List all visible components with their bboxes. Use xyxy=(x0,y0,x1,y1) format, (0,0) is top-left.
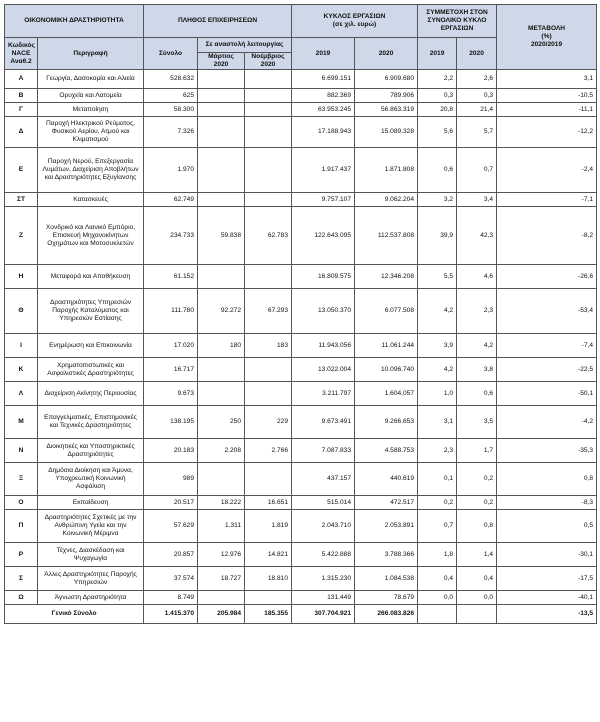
row-turnover-2019: 7.087.833 xyxy=(292,439,355,463)
row-suspended-march xyxy=(198,89,245,103)
row-total: 989 xyxy=(144,463,198,496)
row-turnover-2020: 9.062.204 xyxy=(355,193,418,207)
row-description: Δημόσια Διοίκηση και Άμυνα, Υποχρεωτική Κοινωνική Ασφάλιση xyxy=(38,463,144,496)
row-total: 9.673 xyxy=(144,382,198,406)
header-change xyxy=(497,5,597,70)
row-suspended-march: 180 xyxy=(198,334,245,358)
row-turnover-2020: 56.863.319 xyxy=(355,103,418,117)
row-share-2020: 2,6 xyxy=(457,70,497,89)
row-suspended-november: 18.810 xyxy=(245,567,292,591)
row-suspended-november xyxy=(245,265,292,289)
row-change: -40,1 xyxy=(497,591,597,605)
row-suspended-march xyxy=(198,358,245,382)
row-total: 20.857 xyxy=(144,543,198,567)
row-share-2019: 5,6 xyxy=(418,117,457,148)
row-suspended-march xyxy=(198,463,245,496)
row-suspended-november xyxy=(245,591,292,605)
row-turnover-2020: 2.053.891 xyxy=(355,510,418,543)
row-share-2019: 1,8 xyxy=(418,543,457,567)
row-total: 57.629 xyxy=(144,510,198,543)
row-suspended-march: 250 xyxy=(198,406,245,439)
row-share-2019: 2,3 xyxy=(418,439,457,463)
row-suspended-november xyxy=(245,148,292,193)
row-change: -11,1 xyxy=(497,103,597,117)
row-share-2019: 0,3 xyxy=(418,89,457,103)
row-change: 3,1 xyxy=(497,70,597,89)
row-turnover-2019: 16.809.575 xyxy=(292,265,355,289)
table-row xyxy=(5,439,597,463)
header-turnover xyxy=(292,5,418,38)
row-turnover-2020: 112.537.808 xyxy=(355,207,418,265)
row-change: 0,5 xyxy=(497,510,597,543)
row-change: -50,1 xyxy=(497,382,597,406)
grand-total-label: Γενικό Σύνολο xyxy=(5,605,144,624)
row-total: 7.326 xyxy=(144,117,198,148)
row-turnover-2019: 13.022.004 xyxy=(292,358,355,382)
row-code: Ν xyxy=(5,439,38,463)
row-share-2019: 1,0 xyxy=(418,382,457,406)
row-share-2019: 39,9 xyxy=(418,207,457,265)
grand-total-march: 205.984 xyxy=(198,605,245,624)
row-turnover-2020: 10.096.740 xyxy=(355,358,418,382)
row-code: Ι xyxy=(5,334,38,358)
row-share-2020: 0,0 xyxy=(457,591,497,605)
row-share-2020: 0,7 xyxy=(457,148,497,193)
row-share-2019: 0,7 xyxy=(418,510,457,543)
header-turnover-unit: (σε χιλ. ευρώ) xyxy=(332,21,377,28)
table-row xyxy=(5,591,597,605)
header-total: Σύνολο xyxy=(144,38,198,70)
table-row xyxy=(5,382,597,406)
row-code: Δ xyxy=(5,117,38,148)
table-row xyxy=(5,463,597,496)
row-turnover-2019: 2.043.710 xyxy=(292,510,355,543)
row-turnover-2020: 6.909.680 xyxy=(355,70,418,89)
row-turnover-2020: 15.089.328 xyxy=(355,117,418,148)
row-suspended-march xyxy=(198,193,245,207)
table-header xyxy=(5,5,597,70)
row-description: Χρηματοπιστωτικές και Ασφαλιστικές Δραστηριότητες xyxy=(38,358,144,382)
grand-total-turnover-2020: 266.083.826 xyxy=(355,605,418,624)
row-description: Άλλες Δραστηριότητες Παροχής Υπηρεσιών xyxy=(38,567,144,591)
row-suspended-march: 2.208 xyxy=(198,439,245,463)
row-share-2019: 0,4 xyxy=(418,567,457,591)
row-share-2019: 2,2 xyxy=(418,70,457,89)
row-code: Λ xyxy=(5,382,38,406)
row-description: Μεταποίηση xyxy=(38,103,144,117)
row-turnover-2020: 12.346.208 xyxy=(355,265,418,289)
table-row xyxy=(5,207,597,265)
header-change-label: ΜΕΤΑΒΟΛΗ xyxy=(528,25,566,32)
row-suspended-march xyxy=(198,148,245,193)
row-turnover-2020: 440.619 xyxy=(355,463,418,496)
row-change: -35,3 xyxy=(497,439,597,463)
row-turnover-2019: 5.422.888 xyxy=(292,543,355,567)
row-turnover-2020: 1.084.538 xyxy=(355,567,418,591)
row-share-2019: 3,2 xyxy=(418,193,457,207)
row-change: -7,1 xyxy=(497,193,597,207)
row-code: Ζ xyxy=(5,207,38,265)
row-share-2019: 0,2 xyxy=(418,496,457,510)
row-code: Ξ xyxy=(5,463,38,496)
row-turnover-2020: 11.061.244 xyxy=(355,334,418,358)
row-code: Κ xyxy=(5,358,38,382)
row-suspended-march: 1.311 xyxy=(198,510,245,543)
table-row xyxy=(5,406,597,439)
row-share-2020: 4,6 xyxy=(457,265,497,289)
row-share-2019: 3,1 xyxy=(418,406,457,439)
row-description: Επαγγελματικές, Επιστημονικές και Τεχνικές Δραστηριότητες xyxy=(38,406,144,439)
row-total: 58.300 xyxy=(144,103,198,117)
table-row xyxy=(5,193,597,207)
row-suspended-march xyxy=(198,265,245,289)
header-march: Μάρτιος 2020 xyxy=(198,53,245,70)
row-suspended-march xyxy=(198,70,245,89)
header-activity: ΟΙΚΟΝΟΜΙΚΗ ΔΡΑΣΤΗΡΙΟΤΗΤΑ xyxy=(5,5,144,38)
table-row xyxy=(5,265,597,289)
row-total: 625 xyxy=(144,89,198,103)
header-share-2019: 2019 xyxy=(418,38,457,70)
row-turnover-2019: 1.917.437 xyxy=(292,148,355,193)
table-row xyxy=(5,103,597,117)
row-share-2020: 0,4 xyxy=(457,567,497,591)
row-turnover-2020: 1.604.057 xyxy=(355,382,418,406)
row-share-2020: 1,7 xyxy=(457,439,497,463)
row-suspended-november xyxy=(245,103,292,117)
row-share-2020: 5,7 xyxy=(457,117,497,148)
row-change: -26,6 xyxy=(497,265,597,289)
row-total: 138.195 xyxy=(144,406,198,439)
header-code: Κωδικός NACE Αναθ.2 xyxy=(5,38,38,70)
grand-total-november: 185.355 xyxy=(245,605,292,624)
table-row xyxy=(5,289,597,334)
row-total: 1.970 xyxy=(144,148,198,193)
row-share-2020: 0,6 xyxy=(457,382,497,406)
table-row xyxy=(5,567,597,591)
header-change-unit: (%) xyxy=(541,33,552,40)
row-turnover-2019: 131.449 xyxy=(292,591,355,605)
row-change: -17,5 xyxy=(497,567,597,591)
row-code: Ο xyxy=(5,496,38,510)
row-code: Ρ xyxy=(5,543,38,567)
row-share-2020: 0,8 xyxy=(457,510,497,543)
grand-total-share-2020 xyxy=(457,605,497,624)
table-row xyxy=(5,334,597,358)
row-total: 16.717 xyxy=(144,358,198,382)
row-change: -53,4 xyxy=(497,289,597,334)
row-suspended-november: 62.783 xyxy=(245,207,292,265)
row-share-2020: 0,2 xyxy=(457,463,497,496)
row-suspended-march: 59.838 xyxy=(198,207,245,265)
grand-total-turnover-2019: 307.704.921 xyxy=(292,605,355,624)
table-row xyxy=(5,496,597,510)
row-code: Ε xyxy=(5,148,38,193)
row-total: 17.020 xyxy=(144,334,198,358)
grand-total-change: -13,5 xyxy=(497,605,597,624)
row-turnover-2019: 17.188.943 xyxy=(292,117,355,148)
row-description: Χονδρικό και Λιανικό Εμπόριο, Επισκευή Μηχανοκίνητων Οχημάτων και Μοτοσυκλετών xyxy=(38,207,144,265)
row-description: Δραστηριότητες Υπηρεσιών Παροχής Καταλύματος και Υπηρεσιών Εστίασης xyxy=(38,289,144,334)
row-suspended-november: 2.766 xyxy=(245,439,292,463)
row-turnover-2019: 515.014 xyxy=(292,496,355,510)
row-change: 0,8 xyxy=(497,463,597,496)
row-change: -8,2 xyxy=(497,207,597,265)
row-description: Εκπαίδευση xyxy=(38,496,144,510)
row-code: Β xyxy=(5,89,38,103)
row-turnover-2019: 3.211.797 xyxy=(292,382,355,406)
row-share-2020: 3,8 xyxy=(457,358,497,382)
row-turnover-2020: 9.266.653 xyxy=(355,406,418,439)
row-turnover-2019: 11.943.056 xyxy=(292,334,355,358)
row-change: -8,3 xyxy=(497,496,597,510)
row-suspended-november xyxy=(245,463,292,496)
row-share-2019: 4,2 xyxy=(418,358,457,382)
table-row xyxy=(5,543,597,567)
row-suspended-november: 14.821 xyxy=(245,543,292,567)
row-suspended-november xyxy=(245,89,292,103)
table-body xyxy=(5,70,597,624)
row-turnover-2019: 882.369 xyxy=(292,89,355,103)
row-total: 8.749 xyxy=(144,591,198,605)
row-code: Η xyxy=(5,265,38,289)
row-suspended-march: 92.272 xyxy=(198,289,245,334)
row-change: -10,5 xyxy=(497,89,597,103)
row-change: -22,5 xyxy=(497,358,597,382)
table-row xyxy=(5,148,597,193)
row-turnover-2020: 789.906 xyxy=(355,89,418,103)
table-row xyxy=(5,117,597,148)
row-suspended-november xyxy=(245,382,292,406)
row-turnover-2020: 78.679 xyxy=(355,591,418,605)
row-share-2020: 2,3 xyxy=(457,289,497,334)
row-total: 61.152 xyxy=(144,265,198,289)
row-turnover-2019: 13.050.370 xyxy=(292,289,355,334)
row-turnover-2019: 1.315.230 xyxy=(292,567,355,591)
row-total: 37.574 xyxy=(144,567,198,591)
row-share-2020: 1,4 xyxy=(457,543,497,567)
row-turnover-2019: 6.699.151 xyxy=(292,70,355,89)
row-change: -12,2 xyxy=(497,117,597,148)
row-suspended-november: 183 xyxy=(245,334,292,358)
row-description: Ορυχεία και Λατομεία xyxy=(38,89,144,103)
grand-total-total: 1.415.370 xyxy=(144,605,198,624)
row-share-2019: 5,5 xyxy=(418,265,457,289)
row-description: Μεταφορά και Αποθήκευση xyxy=(38,265,144,289)
row-turnover-2019: 9.673.491 xyxy=(292,406,355,439)
row-description: Ενημέρωση και Επικοινωνία xyxy=(38,334,144,358)
row-code: Θ xyxy=(5,289,38,334)
header-suspended: Σε αναστολή λειτουργίας xyxy=(198,38,292,53)
header-share-2020: 2020 xyxy=(457,38,497,70)
header-november: Νοέμβριος 2020 xyxy=(245,53,292,70)
row-suspended-november: 229 xyxy=(245,406,292,439)
row-share-2020: 3,4 xyxy=(457,193,497,207)
grand-total-row xyxy=(5,605,597,624)
row-change: -30,1 xyxy=(497,543,597,567)
row-share-2020: 3,5 xyxy=(457,406,497,439)
row-description: Άγνωστη Δραστηριότητα xyxy=(38,591,144,605)
row-share-2020: 0,3 xyxy=(457,89,497,103)
row-description: Γεωργία, Δασοκομία και Αλιεία xyxy=(38,70,144,89)
row-suspended-march xyxy=(198,591,245,605)
row-turnover-2019: 63.953.245 xyxy=(292,103,355,117)
row-share-2019: 0,1 xyxy=(418,463,457,496)
row-change: -7,4 xyxy=(497,334,597,358)
row-description: Τέχνες, Διασκέδαση και Ψυχαγωγία xyxy=(38,543,144,567)
header-turnover-2020: 2020 xyxy=(355,38,418,70)
report-table-container xyxy=(4,4,597,624)
row-suspended-november xyxy=(245,70,292,89)
row-share-2019: 20,8 xyxy=(418,103,457,117)
row-suspended-november xyxy=(245,193,292,207)
row-code: Μ xyxy=(5,406,38,439)
row-suspended-november: 16.651 xyxy=(245,496,292,510)
row-change: -4,2 xyxy=(497,406,597,439)
row-suspended-march: 18.727 xyxy=(198,567,245,591)
row-suspended-march xyxy=(198,382,245,406)
row-description: Κατασκευές xyxy=(38,193,144,207)
row-suspended-march xyxy=(198,117,245,148)
header-num-businesses: ΠΛΗΘΟΣ ΕΠΙΧΕΙΡΗΣΕΩΝ xyxy=(144,5,292,38)
row-code: ΣΤ xyxy=(5,193,38,207)
grand-total-share-2019 xyxy=(418,605,457,624)
header-turnover-label: ΚΥΚΛΟΣ ΕΡΓΑΣΙΩΝ xyxy=(323,13,386,20)
row-total: 20.183 xyxy=(144,439,198,463)
row-turnover-2020: 472.517 xyxy=(355,496,418,510)
row-suspended-march: 12.976 xyxy=(198,543,245,567)
row-turnover-2020: 6.077.508 xyxy=(355,289,418,334)
row-suspended-november xyxy=(245,117,292,148)
table-row xyxy=(5,510,597,543)
business-activity-table xyxy=(4,4,597,624)
header-share: ΣΥΜΜΕΤΟΧΗ ΣΤΟΝ ΣΥΝΟΛΙΚΟ ΚΥΚΛΟ ΕΡΓΑΣΙΩΝ xyxy=(418,5,497,38)
row-turnover-2020: 1.871.808 xyxy=(355,148,418,193)
row-code: Π xyxy=(5,510,38,543)
row-code: Σ xyxy=(5,567,38,591)
row-total: 528.632 xyxy=(144,70,198,89)
row-suspended-march xyxy=(198,103,245,117)
header-turnover-2019: 2019 xyxy=(292,38,355,70)
row-code: Ω xyxy=(5,591,38,605)
row-description: Δραστηριότητες Σχετικές με την Ανθρώπινη Υγεία και την Κοινωνική Μέριμνα xyxy=(38,510,144,543)
header-change-period: 2020/2019 xyxy=(530,41,563,48)
row-description: Παροχή Ηλεκτρικού Ρεύματος, Φυσικού Αερίου, Ατμού και Κλιματισμού xyxy=(38,117,144,148)
row-turnover-2020: 4.588.753 xyxy=(355,439,418,463)
header-description: Περιγραφή xyxy=(38,38,144,70)
row-description: Παροχή Νερού, Επεξεργασία Λυμάτων, Διαχείριση Αποβλήτων και Δραστηριότητες Εξυγίανσης xyxy=(38,148,144,193)
table-row xyxy=(5,70,597,89)
row-suspended-november xyxy=(245,358,292,382)
row-turnover-2020: 3.788.366 xyxy=(355,543,418,567)
row-total: 234.733 xyxy=(144,207,198,265)
row-description: Διοικητικές και Υποστηρικτικές Δραστηριότητες xyxy=(38,439,144,463)
row-share-2019: 0,0 xyxy=(418,591,457,605)
row-share-2019: 4,2 xyxy=(418,289,457,334)
row-suspended-november: 67.293 xyxy=(245,289,292,334)
row-share-2020: 21,4 xyxy=(457,103,497,117)
row-share-2019: 0,6 xyxy=(418,148,457,193)
row-share-2020: 42,3 xyxy=(457,207,497,265)
row-code: Α xyxy=(5,70,38,89)
row-share-2020: 4,2 xyxy=(457,334,497,358)
row-turnover-2019: 9.757.107 xyxy=(292,193,355,207)
table-row xyxy=(5,89,597,103)
row-change: -2,4 xyxy=(497,148,597,193)
row-turnover-2019: 437.157 xyxy=(292,463,355,496)
row-total: 62.749 xyxy=(144,193,198,207)
row-code: Γ xyxy=(5,103,38,117)
row-turnover-2019: 122.643.095 xyxy=(292,207,355,265)
table-row xyxy=(5,358,597,382)
row-total: 20.517 xyxy=(144,496,198,510)
row-suspended-november: 1.819 xyxy=(245,510,292,543)
row-suspended-march: 18.222 xyxy=(198,496,245,510)
row-share-2020: 0,2 xyxy=(457,496,497,510)
row-description: Διαχείριση Ακίνητης Περιουσίας xyxy=(38,382,144,406)
row-total: 111.780 xyxy=(144,289,198,334)
row-share-2019: 3,9 xyxy=(418,334,457,358)
